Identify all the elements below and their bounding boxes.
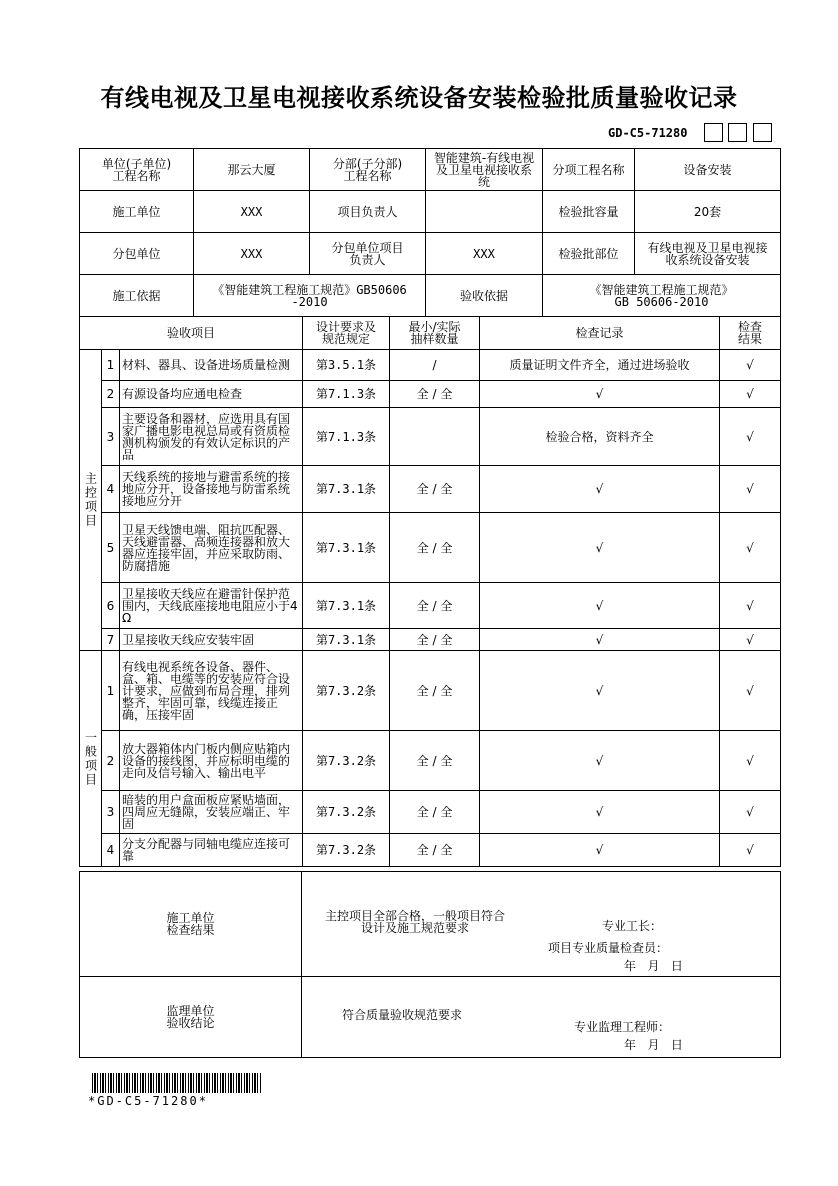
item-clause: 第3.5.1条 (303, 350, 390, 381)
item-no: 6 (102, 583, 120, 629)
item-no: 2 (102, 381, 120, 408)
item-result: √ (720, 583, 781, 629)
construction-check-label: 施工单位 检查结果 (80, 872, 302, 977)
item-result: √ (720, 651, 781, 731)
unit-label: 单位(子单位) 工程名称 (80, 149, 194, 191)
item-text: 主要设备和器材，应选用具有国家广播电影电视总局或有资质检测机构颁发的有效认定标识的产品 (120, 408, 303, 466)
item-sample: 全 / 全 (390, 466, 480, 513)
item-result: √ (720, 350, 781, 381)
barcode-text: *GD-C5-71280* (88, 1094, 208, 1108)
item-sample: 全 / 全 (390, 513, 480, 583)
item-text: 材料、器具、设备进场质量检测 (120, 350, 303, 381)
column-result: 检查 结果 (720, 317, 781, 350)
item-result: √ (720, 466, 781, 513)
item-record: √ (480, 834, 720, 867)
item-record: 质量证明文件齐全，通过进场验收 (480, 350, 720, 381)
code-box-3[interactable] (753, 123, 772, 142)
item-clause: 第7.3.1条 (303, 466, 390, 513)
subcontract-manager-label: 分包单位项目 负责人 (310, 233, 426, 275)
item-result: √ (720, 731, 781, 791)
construction-date: 年 月 日 (624, 959, 683, 973)
general-label: 一般项目 (80, 651, 102, 867)
item-clause: 第7.3.2条 (303, 651, 390, 731)
table-row (80, 583, 781, 629)
column-sample: 最小/实际 抽样数量 (390, 317, 480, 350)
item-result: √ (720, 629, 781, 651)
signature-table (79, 871, 781, 1058)
subcontract-label: 分包单位 (80, 233, 194, 275)
unit-value: 那云大厦 (194, 149, 310, 191)
item-clause: 第7.3.2条 (303, 791, 390, 834)
supervision-date: 年 月 日 (624, 1038, 683, 1052)
item-clause: 第7.3.1条 (303, 513, 390, 583)
subcontract-value: XXX (194, 233, 310, 275)
item-text: 放大器箱体内门板内侧应贴箱内设备的接线图，并应标明电缆的走向及信号输入、输出电平 (120, 731, 303, 791)
item-record: √ (480, 629, 720, 651)
subitem-label: 分项工程名称 (543, 149, 635, 191)
construction-conclusion: 主控项目全部合格，一般项目符合 设计及施工规范要求 (324, 909, 505, 935)
basis-value: 《智能建筑工程施工规范》GB50606 -2010 (194, 275, 426, 317)
header-table (79, 148, 781, 317)
supervision-label: 监理单位 验收结论 (80, 977, 302, 1058)
table-row (80, 791, 781, 834)
item-record: √ (480, 731, 720, 791)
item-sample: 全 / 全 (390, 381, 480, 408)
batch-capacity-label: 检验批容量 (543, 191, 635, 233)
item-clause: 第7.1.3条 (303, 408, 390, 466)
item-no: 1 (102, 651, 120, 731)
column-record: 检查记录 (480, 317, 720, 350)
item-no: 1 (102, 350, 120, 381)
column-design: 设计要求及 规范规定 (303, 317, 390, 350)
division-label: 分部(子分部) 工程名称 (310, 149, 426, 191)
table-row (80, 408, 781, 466)
barcode (92, 1073, 262, 1093)
division-value: 智能建筑-有线电视 及卫星电视接收系 统 (426, 149, 543, 191)
item-clause: 第7.1.3条 (303, 381, 390, 408)
item-no: 3 (102, 408, 120, 466)
item-clause: 第7.3.1条 (303, 583, 390, 629)
item-sample: 全 / 全 (390, 731, 480, 791)
subcontract-manager-value: XXX (426, 233, 543, 275)
table-row (80, 651, 781, 731)
supervision-engineer-label: 专业监理工程师： (574, 1020, 671, 1034)
item-text: 有线电视系统各设备、器件、盒、箱、电缆等的安装应符合设计要求，应做到布局合理，排列整齐，牢固可靠，线缆连接正确，压接牢固 (120, 651, 303, 731)
batch-capacity-value: 20套 (635, 191, 781, 233)
item-no: 5 (102, 513, 120, 583)
code-box-1[interactable] (704, 123, 723, 142)
item-record: √ (480, 651, 720, 731)
item-text: 卫星接收天线应安装牢固 (120, 629, 303, 651)
item-no: 7 (102, 629, 120, 651)
acceptance-basis-label: 验收依据 (426, 275, 543, 317)
item-text: 暗装的用户盒面板应紧贴墙面，四周应无缝隙，安装应端正、牢固 (120, 791, 303, 834)
document-title: 有线电视及卫星电视接收系统设备安装检验批质量验收记录 (100, 83, 738, 112)
batch-part-value: 有线电视及卫星电视接 收系统设备安装 (635, 233, 781, 275)
item-result: √ (720, 408, 781, 466)
table-row (80, 466, 781, 513)
quality-inspector-label: 项目专业质量检查员： (548, 941, 669, 955)
project-manager-value (426, 191, 543, 233)
item-record: √ (480, 381, 720, 408)
column-item: 验收项目 (80, 317, 303, 350)
table-row (80, 350, 781, 381)
supervision-conclusion: 符合质量验收规范要求 (342, 1008, 463, 1022)
table-row (80, 731, 781, 791)
project-manager-label: 项目负责人 (310, 191, 426, 233)
item-result: √ (720, 381, 781, 408)
item-result: √ (720, 834, 781, 867)
table-row (80, 513, 781, 583)
table-row (80, 834, 781, 867)
foreman-label: 专业工长： (602, 919, 663, 933)
table-row (80, 381, 781, 408)
item-record: √ (480, 513, 720, 583)
acceptance-basis-value: 《智能建筑工程施工规范》 GB 50606-2010 (543, 275, 781, 317)
table-row (80, 629, 781, 651)
item-text: 卫星天线馈电端、阻抗匹配器、天线避雷器、高频连接器和放大器应连接牢固，并应采取防雨、防腐措施 (120, 513, 303, 583)
item-result: √ (720, 791, 781, 834)
item-no: 3 (102, 791, 120, 834)
construction-unit-value: XXX (194, 191, 310, 233)
item-record: 检验合格，资料齐全 (480, 408, 720, 466)
item-record: √ (480, 466, 720, 513)
item-record: √ (480, 791, 720, 834)
main-control-label: 主控项目 (80, 350, 102, 651)
item-no: 4 (102, 834, 120, 867)
item-sample: 全 / 全 (390, 629, 480, 651)
item-clause: 第7.3.2条 (303, 834, 390, 867)
batch-part-label: 检验批部位 (543, 233, 635, 275)
items-table (79, 316, 781, 867)
item-sample (390, 408, 480, 466)
item-text: 有源设备均应通电检查 (120, 381, 303, 408)
item-text: 卫星接收天线应在避雷针保护范围内，天线底座接地电阻应小于4Ω (120, 583, 303, 629)
construction-unit-label: 施工单位 (80, 191, 194, 233)
item-clause: 第7.3.2条 (303, 731, 390, 791)
item-no: 4 (102, 466, 120, 513)
subitem-value: 设备安装 (635, 149, 781, 191)
item-sample: 全 / 全 (390, 834, 480, 867)
item-sample: 全 / 全 (390, 583, 480, 629)
item-text: 分支分配器与同轴电缆应连接可靠 (120, 834, 303, 867)
item-clause: 第7.3.1条 (303, 629, 390, 651)
form-code: GD-C5-71280 (608, 126, 688, 140)
basis-label: 施工依据 (80, 275, 194, 317)
item-record: √ (480, 583, 720, 629)
code-box-2[interactable] (728, 123, 747, 142)
item-sample: / (390, 350, 480, 381)
item-sample: 全 / 全 (390, 791, 480, 834)
item-sample: 全 / 全 (390, 651, 480, 731)
item-result: √ (720, 513, 781, 583)
item-no: 2 (102, 731, 120, 791)
item-text: 天线系统的接地与避雷系统的接地应分开，设备接地与防雷系统接地应分开 (120, 466, 303, 513)
